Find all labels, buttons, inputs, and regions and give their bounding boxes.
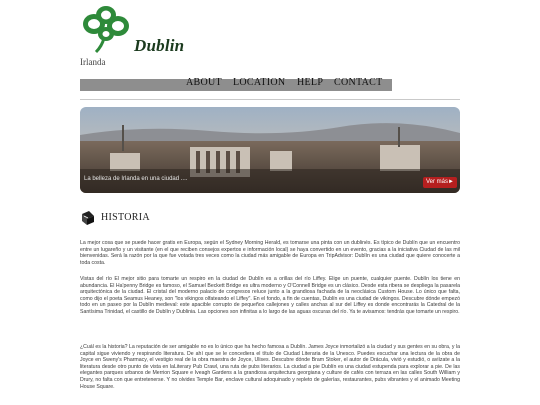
shamrock-icon (80, 4, 132, 54)
nav-item-help[interactable]: HELP (297, 77, 324, 88)
brand-title: Dublin (134, 36, 185, 55)
nav-item-about[interactable]: ABOUT (186, 77, 222, 88)
nav-item-location[interactable]: LOCATION (233, 77, 286, 88)
nav-bar (80, 79, 392, 91)
section-title: HISTORIA (101, 212, 150, 223)
banner-caption: La belleza de Irlanda en una ciudad .... (84, 176, 188, 182)
book-icon (80, 210, 96, 226)
paragraph: La mejor cosa que se puede hacer gratis en Europa, según el Sydney Morning Herald, es tomarse una pinta con un dublinés. Es típico de Dublín que un encuentro entre un lugareño y un visitante (en el que reciben consejos expertos e información local) se haya convertido en un evento, gracias a la iniciativa Ciudad de las mil bienvenidas. Será la razón por la que fue votada tres veces como la ciudad más amigable de Europa en TripAdvisor: Dublín es una ciudad que quiere conocerte a toda costa. (80, 240, 460, 266)
brand-subtitle: Irlanda (80, 57, 106, 67)
chevron-right-icon: ► (448, 179, 454, 185)
ver-mas-button[interactable] (423, 177, 457, 188)
nav-item-contact[interactable]: CONTACT (334, 77, 383, 88)
paragraph: ¿Cuál es la historia? La reputación de ser amigable no es lo único que ha hecho famosa a Dublín. James Joyce inmortalizó a la ciudad y sus gentes en su obra, y la capital sigue viviendo y respirando literatura. De ahí que se le concediera el título de Ciudad Literaria de la Unesco. Puedes escuchar una lectura de la obra de Joyce en Sweny's Pharmacy, el vestigio real de la obra maestra de Joyce, Ulises. Descubre dónde Bram Stoker, el autor de Drácula, vivió y estudió, o aviízate a la literatura desde otro punto de vista en laLiterary Pub Crawl, una ruta de pubs literarios. La ciudad a pie Dublín es una ciudad estupenda para explorar a pie. De las elegantes parques urbanos de Merrion Square e Iveagh Gardens a la grandiosa arquitectura georgiana y culture de cafés con terraza en las calles South William y Drury, no falta con que entretenerse. Y no olvides Temple Bar, enclave cultural adoquinado y repleto de galerías, restaurantes, pubs vibrantes y el animado Meeting House Square. (80, 344, 460, 390)
ver-mas-label: Ver más (426, 179, 449, 185)
divider (80, 99, 460, 100)
paragraph: Vistas del río El mejor sitio para tomarte un respiro en la ciudad de Dublín es a orillas del río Liffey. Elige un puente, cualquier puente. Dublín los tiene en abundancia. El Ha'penny Bridge es famoso, el Samuel Beckett Bridge es ultra moderno y O'Connell Bridge es un clásico. Desde esta ribera se despliega la pasarela arquitectónica de la ciudad. El cristal del moderno palacio de congresos reluce junto a la grandiosa fachada de la neoclásica Custom House. Lo único que falta, como dijo el poeta Seamus Heaney, son "los vikingos olfateando el Liffey". En el fondo, a fin de cuentas, Dublín es una ciudad de vikingos. Descubre dónde empezó todo en un paseo por la Dublín medieval: este apacible corrupto de pequeños callejones y calles anchas al sur del Liffey es donde encontrarás la Catedral de la Santísima Trinidad, el castillo de Dublín y Dublinia. Las opciones son infinitas a lo largo de las aguas oscuras del río. Ya te avisamos: tendrás que tomarte un respiro. (80, 276, 460, 315)
